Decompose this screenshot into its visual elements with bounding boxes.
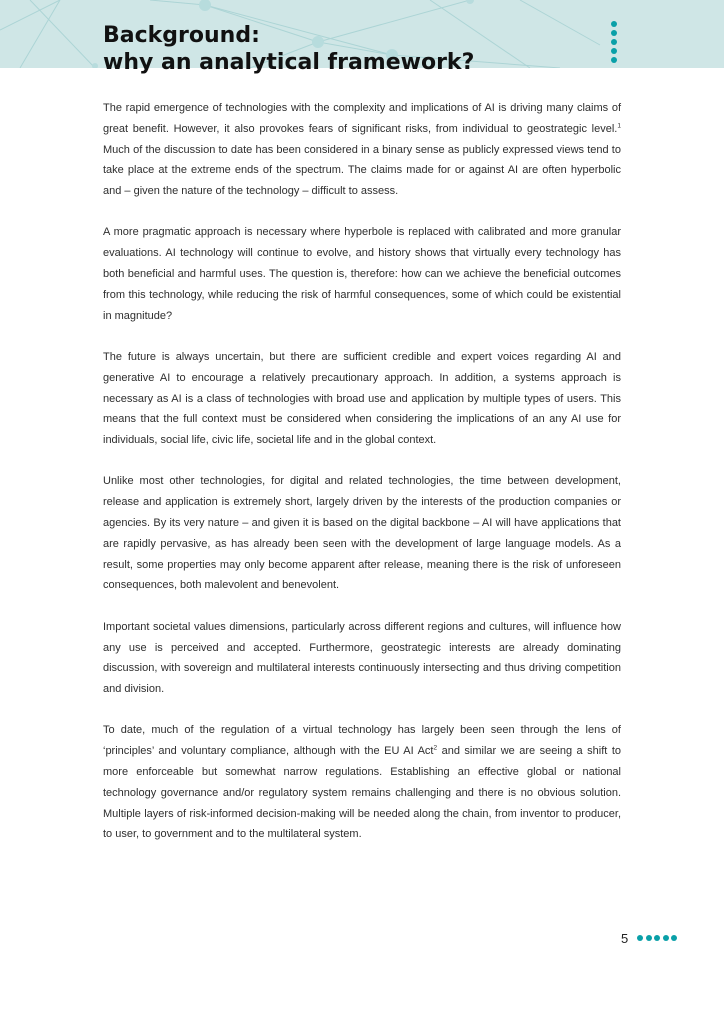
footnote-ref-1[interactable]: 1 xyxy=(617,122,621,130)
vertical-dots-decoration xyxy=(611,21,618,63)
page-title-line-2: why an analytical framework? xyxy=(103,50,475,75)
paragraph-4: Unlike most other technologies, for digital and related technologies, the time between development, release and application is extremely short, largely driven by the interests of the production companies or agencies. By its very nature – and given it is based on the digital backbone – AI will have applications that are rapidly pervasive, as has already been seen with the development of large language models. As a result, some properties may only become apparent after release, meaning there is the risk of unforeseen consequences, both malevolent and benevolent. xyxy=(103,475,621,592)
paragraph-2: A more pragmatic approach is necessary where hyperbole is replaced with calibrated and more granular evaluations. AI technology will continue to evolve, and history shows that virtually every technology has both beneficial and harmful uses. The question is, therefore: how can we achieve the beneficial outcomes from this technology, while reducing the risk of harmful consequences, some of which could be existential in magnitude? xyxy=(103,226,621,322)
page-number: 5 xyxy=(621,930,629,946)
dot-icon xyxy=(637,935,643,941)
body-text xyxy=(103,98,621,866)
dot-icon xyxy=(646,935,652,941)
paragraph-5: Important societal values dimensions, particularly across different regions and cultures, will influence how any use is perceived and accepted. Furthermore, geostrategic interests are already dominating discussion, with sovereign and multilateral interests continuously intersecting and thus driving competition and division. xyxy=(103,620,621,696)
paragraph-6: To date, much of the regulation of a virtual technology has largely been seen through the lens of ‘principles’ and voluntary compliance, although with the EU AI Act$^2$ and similar we are seeing a shift to more enforceable but somewhat narrow regulations. Establishing an effective global or national technology governance and/or regulatory system remains challenging and there is no obvious solution. Multiple layers of risk-informed decision-making will be needed along the chain, from inventor to producer, to user, to government and to the multilateral system. xyxy=(103,724,621,841)
dot-icon xyxy=(611,21,617,27)
page-title-line-1: Background: xyxy=(103,23,260,48)
dot-icon xyxy=(611,48,617,54)
dot-icon xyxy=(611,57,617,63)
dot-icon xyxy=(654,935,660,941)
dot-icon xyxy=(671,935,677,941)
page-title xyxy=(103,22,474,76)
dot-icon xyxy=(663,935,669,941)
dot-icon xyxy=(611,39,617,45)
footer-dots-decoration xyxy=(637,935,677,941)
footnote-ref-2[interactable]: 2 xyxy=(433,744,438,752)
paragraph-1: The rapid emergence of technologies with the complexity and implications of AI is driving many claims of great benefit. However, it also provokes fears of significant risks, from individual to geostrategic level.$^1$ Much of the discussion to date has been considered in a binary sense as publicly expressed views tend to take place at the extreme ends of the spectrum. The claims made for or against AI are often hyperbolic and – given the nature of the technology – difficult to assess. xyxy=(103,102,621,198)
paragraph-3: The future is always uncertain, but there are sufficient credible and expert voices regarding AI and generative AI to encourage a relatively precautionary approach. In addition, a systems approach is necessary as AI is a class of technologies with broad use and application by multiple types of users. This means that the full context must be considered when considering the implications of an any AI use for individuals, social life, civic life, societal life and in the global context. xyxy=(103,350,621,447)
page-footer xyxy=(621,929,677,947)
dot-icon xyxy=(611,30,617,36)
